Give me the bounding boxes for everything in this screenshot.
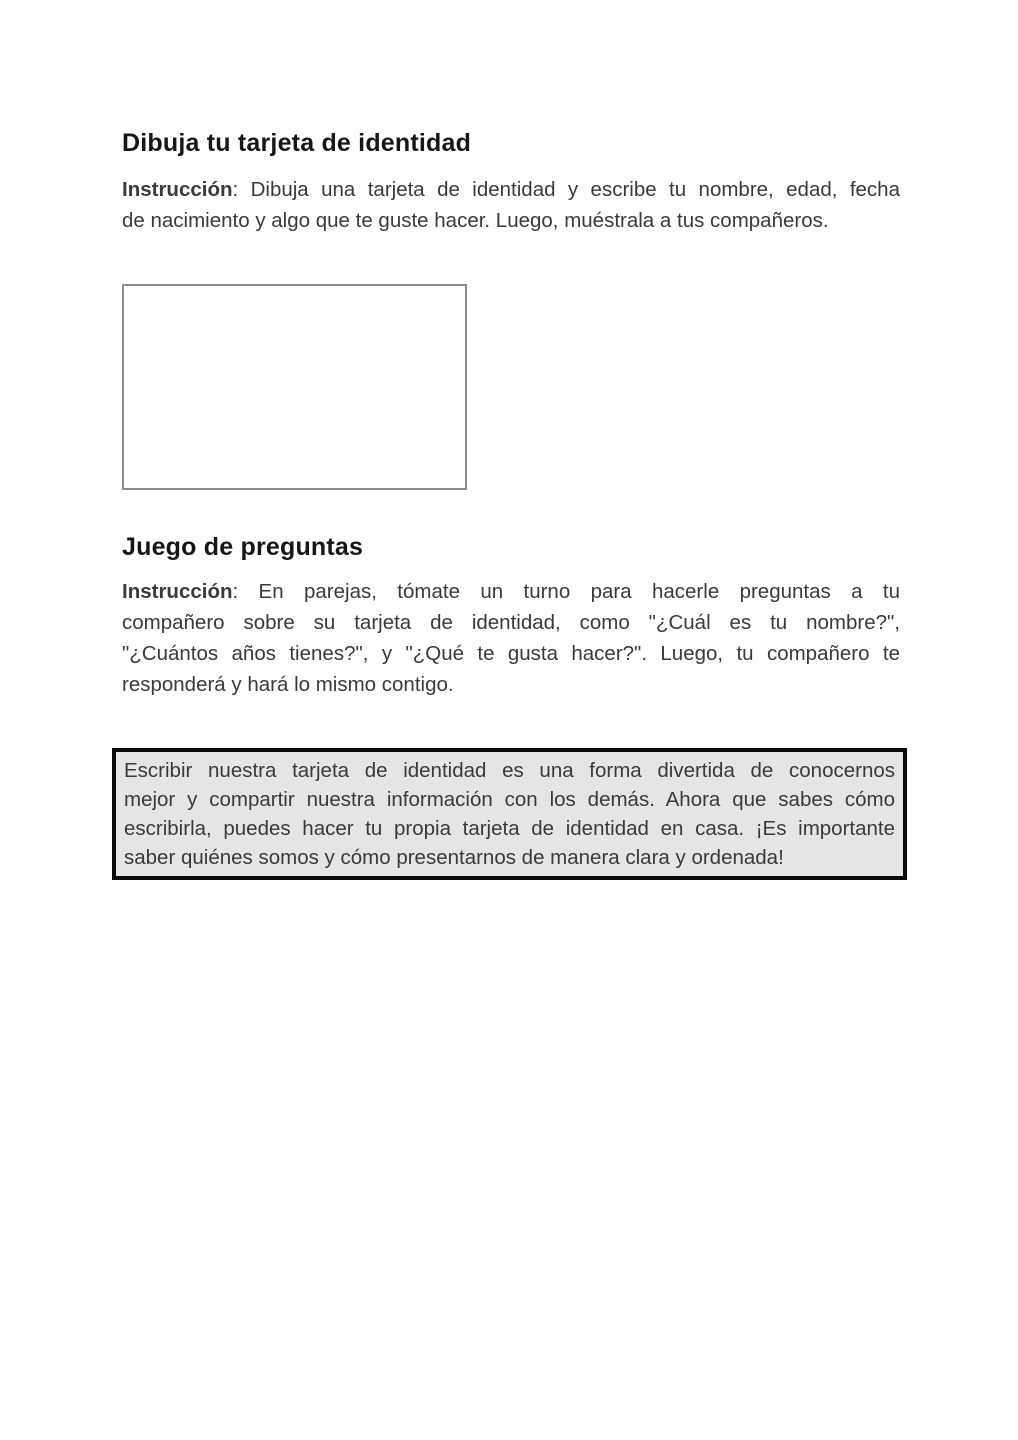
section-draw-identity-card xyxy=(122,128,900,490)
paragraph-line: de nacimiento y algo que te guste hacer. Luego, muéstrala a tus compañeros. xyxy=(122,209,829,232)
callout-line: saber quiénes somos y cómo presentarnos de manera clara y ordenada! xyxy=(124,846,784,869)
section-draw-heading: Dibuja tu tarjeta de identidad xyxy=(122,129,472,157)
paragraph-line: compañero sobre su tarjeta de identidad, como "¿Cuál es tu nombre?", xyxy=(122,611,900,634)
callout-line: escribirla, puedes hacer tu propia tarjeta de identidad en casa. ¡Es importante xyxy=(124,817,895,840)
identity-card-drawing-box xyxy=(122,284,467,490)
instruction-text: : En parejas, tómate un turno para hacerle preguntas a tu xyxy=(232,580,900,603)
callout-line: Escribir nuestra tarjeta de identidad es una forma divertida de conocernos xyxy=(124,759,895,782)
section-draw-instruction xyxy=(122,174,900,236)
instruction-label: Instrucción xyxy=(122,178,233,201)
section-game-instruction xyxy=(122,576,900,700)
paragraph-line: "¿Cuántos años tienes?", y "¿Qué te gusta hacer?". Luego, tu compañero te xyxy=(122,642,900,665)
section-game-heading: Juego de preguntas xyxy=(122,533,364,561)
paragraph-line: responderá y hará lo mismo contigo. xyxy=(122,673,454,696)
paragraph-line xyxy=(122,174,900,205)
paragraph-line xyxy=(122,576,900,607)
instruction-text: : Dibuja una tarjeta de identidad y escribe tu nombre, edad, fecha xyxy=(232,178,900,201)
callout-line: mejor y compartir nuestra información con los demás. Ahora que sabes cómo xyxy=(124,788,895,811)
closing-callout-box xyxy=(112,748,907,880)
instruction-label: Instrucción xyxy=(122,580,233,603)
section-question-game xyxy=(122,532,900,700)
